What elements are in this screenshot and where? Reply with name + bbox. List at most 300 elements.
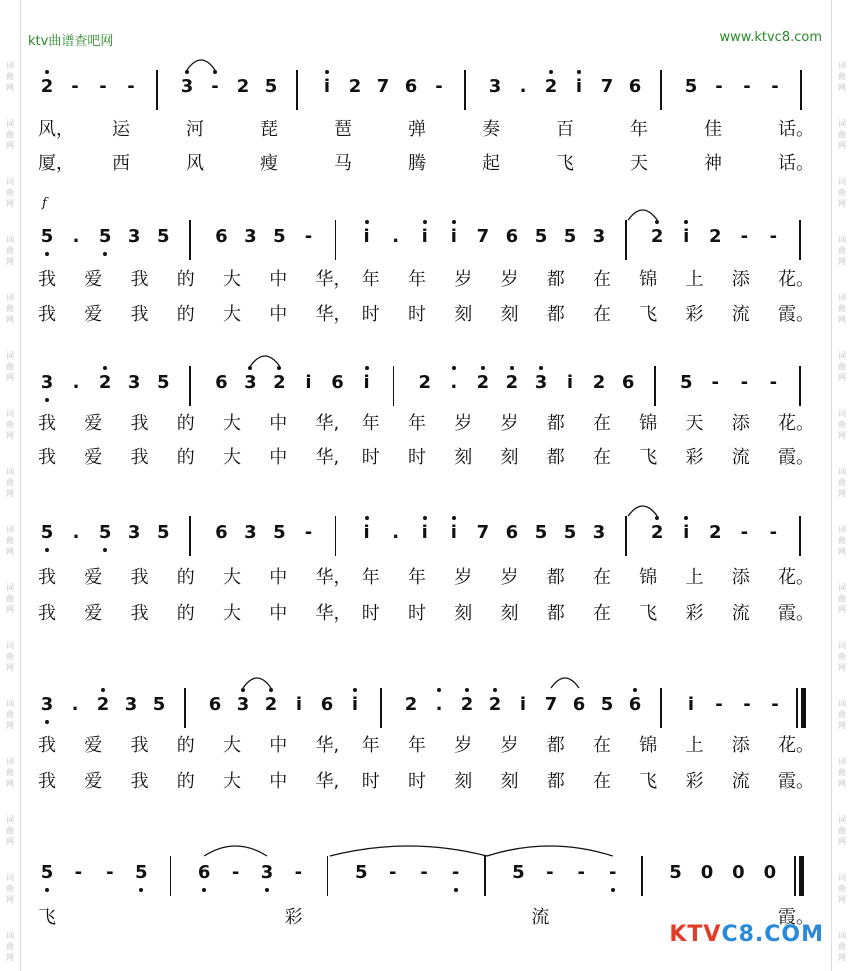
note: i <box>575 76 583 97</box>
lyric-char: 华, <box>315 413 340 434</box>
note: 6 <box>197 862 211 883</box>
watermark-text: 词 曲 网 <box>6 235 14 266</box>
lyric-char: 飞 <box>639 447 658 468</box>
note: 6 <box>628 76 642 97</box>
watermark-text: 词 曲 网 <box>838 467 846 498</box>
note: 5 <box>135 862 148 883</box>
note: 5 <box>679 372 693 393</box>
watermark-text: 词 曲 网 <box>838 815 846 846</box>
note: . <box>72 226 80 247</box>
lyric-char: 中 <box>269 304 288 325</box>
lyric-char: 年 <box>630 119 648 140</box>
note: 5 <box>669 862 682 883</box>
note: 6 <box>621 372 635 393</box>
note: . <box>519 76 527 97</box>
slur-arc <box>250 356 279 366</box>
lyric-char: 岁 <box>500 567 519 588</box>
watermark-text: 词 曲 网 <box>6 351 14 382</box>
lyric-char: 大 <box>223 603 241 624</box>
lyric-char: 我 <box>38 269 56 290</box>
slur-arc <box>628 506 657 516</box>
note: 3 <box>127 522 141 543</box>
lyric-char: 年 <box>408 413 426 434</box>
note: 5 <box>684 76 698 97</box>
lyric-char: 的 <box>176 771 195 792</box>
lyric-char: 我 <box>130 567 149 588</box>
note: - <box>715 76 723 97</box>
lyric-char: 刻 <box>454 603 473 624</box>
note: i <box>519 694 527 715</box>
note: 6 <box>572 694 586 715</box>
note: - <box>294 862 303 883</box>
note: . <box>71 694 79 715</box>
lyric-char: 岁 <box>500 413 519 434</box>
lyric-char: 流 <box>731 447 750 468</box>
lyric-char: 霞。 <box>778 603 814 624</box>
octave-dot-below <box>45 888 49 892</box>
lyric-char: 爱 <box>84 603 103 624</box>
note: 7 <box>544 694 558 715</box>
lyric-char: 添 <box>731 269 750 290</box>
note: 6 <box>215 372 228 393</box>
lyric-char: 中 <box>269 735 288 756</box>
lyric-char: 时 <box>408 771 426 792</box>
lyric-char: 西 <box>112 153 130 174</box>
score-line <box>0 368 852 398</box>
lyric-char: 我 <box>38 304 56 325</box>
watermark-text: 词 曲 网 <box>6 61 14 92</box>
lyric-char: 华, <box>315 735 340 756</box>
note: 2 <box>98 372 112 393</box>
note: 2 <box>650 226 664 247</box>
note: 2 <box>404 694 418 715</box>
note: . <box>450 372 458 393</box>
note: i <box>450 226 457 247</box>
lyric-char: 华， <box>315 269 352 290</box>
lyric-char: 年 <box>361 413 380 434</box>
note: - <box>435 76 443 97</box>
note: 2 <box>273 372 286 393</box>
site-url-link[interactable]: www.ktvc8.com <box>719 30 822 45</box>
watermark-text: 词 曲 网 <box>6 119 14 150</box>
lyric-char: 时 <box>361 447 380 468</box>
score-line <box>0 518 852 548</box>
watermark-text: 词 曲 网 <box>6 583 14 614</box>
watermark-text: 词 曲 网 <box>6 293 14 324</box>
slur-layer <box>0 836 852 876</box>
note: 5 <box>534 522 548 543</box>
note: - <box>127 76 135 97</box>
lyric-char: 大 <box>223 269 241 290</box>
lyric-char: 添 <box>731 413 750 434</box>
lyric-char: 岁 <box>454 735 473 756</box>
note: . <box>392 226 400 247</box>
lyric-char: 神 <box>704 153 722 174</box>
lyric-char: 年 <box>361 567 380 588</box>
lyric-char: 风 <box>186 153 204 174</box>
lyric-char: 佳 <box>704 119 722 140</box>
octave-dot-below <box>45 252 49 256</box>
note: 3 <box>127 226 141 247</box>
note: 3 <box>488 76 502 97</box>
note: 5 <box>273 522 286 543</box>
note: 0 <box>763 862 777 883</box>
lyric-char: 时 <box>361 304 380 325</box>
note: 6 <box>215 522 228 543</box>
lyric-char: 中 <box>269 447 288 468</box>
note: 2 <box>476 372 490 393</box>
lyric-char: 话。 <box>778 119 814 140</box>
lyric-line <box>0 566 852 590</box>
note: 2 <box>460 694 474 715</box>
lyric-char: 都 <box>546 269 565 290</box>
note: 6 <box>404 76 418 97</box>
lyric-char: 河 <box>186 119 204 140</box>
lyric-char: 飞 <box>556 153 574 174</box>
lyric-char: 我 <box>38 567 56 588</box>
note: 5 <box>156 372 170 393</box>
slur-layer <box>0 346 852 386</box>
watermark-text: 词 曲 网 <box>6 525 14 556</box>
note: 0 <box>700 862 714 883</box>
lyric-char: 我 <box>130 413 149 434</box>
note: 6 <box>215 226 228 247</box>
note: 5 <box>512 862 525 883</box>
lyric-char: 彩 <box>685 771 704 792</box>
note: i <box>363 226 370 247</box>
lyric-char: 华, <box>315 447 340 468</box>
lyric-char: 天 <box>630 153 648 174</box>
lyric-char: 爱 <box>84 447 103 468</box>
lyric-char: 我 <box>130 269 149 290</box>
lyric-char: 岁 <box>454 413 473 434</box>
slur-arc <box>487 846 613 856</box>
octave-dot-below <box>45 720 49 724</box>
lyric-char: 添 <box>731 567 750 588</box>
lyric-char: 刻 <box>454 771 473 792</box>
lyric-char: 运 <box>112 119 130 140</box>
octave-dot-below <box>45 398 49 402</box>
lyric-char: 上 <box>685 567 704 588</box>
lyric-line <box>0 734 852 758</box>
note: 5 <box>40 226 54 247</box>
watermark-text: 词 曲 网 <box>6 815 14 846</box>
lyric-char: 上 <box>685 269 704 290</box>
note: - <box>577 862 586 883</box>
lyric-char: 琵 <box>260 119 278 140</box>
lyric-char: 都 <box>546 735 565 756</box>
lyric-char: 流 <box>731 304 750 325</box>
watermark-text: 词 曲 网 <box>838 757 846 788</box>
note: 6 <box>628 694 642 715</box>
lyric-char: 在 <box>593 413 611 434</box>
note: i <box>421 226 428 247</box>
note: i <box>687 694 695 715</box>
lyric-char: 时 <box>361 603 380 624</box>
score-line <box>0 72 852 102</box>
lyric-char: 我 <box>38 447 56 468</box>
lyric-char: 霞。 <box>778 771 814 792</box>
lyric-char: 飞 <box>38 907 56 928</box>
note: 3 <box>180 76 194 97</box>
note: - <box>388 862 397 883</box>
note: . <box>435 694 443 715</box>
note: 5 <box>264 76 278 97</box>
lyric-char: 我 <box>38 603 56 624</box>
watermark-text: 词 曲 网 <box>6 641 14 672</box>
score-line <box>0 690 852 720</box>
lyric-char: 在 <box>593 304 611 325</box>
lyric-char: 爱 <box>84 771 103 792</box>
note: 3 <box>124 694 138 715</box>
octave-dot-below <box>265 888 269 892</box>
watermark-text: 词 曲 网 <box>6 177 14 208</box>
note: 5 <box>156 522 170 543</box>
lyric-line <box>0 602 852 626</box>
note: - <box>740 372 749 393</box>
note: 2 <box>418 372 431 393</box>
lyric-char: 天 <box>685 413 704 434</box>
lyric-char: 的 <box>176 735 195 756</box>
note: i <box>323 76 331 97</box>
note: - <box>740 226 749 247</box>
note: 3 <box>127 372 141 393</box>
note: i <box>683 522 690 543</box>
lyric-char: 锦 <box>639 735 658 756</box>
lyric-char: 瘦 <box>260 153 278 174</box>
watermark-text: 词 曲 网 <box>838 293 846 324</box>
slur-layer <box>0 50 852 90</box>
note: - <box>711 372 720 393</box>
watermark-text: 词 曲 网 <box>6 873 14 904</box>
lyric-char: 大 <box>223 447 241 468</box>
note: 6 <box>331 372 344 393</box>
note: 2 <box>40 76 54 97</box>
lyric-char: 大 <box>223 771 241 792</box>
lyric-char: 彩 <box>685 304 704 325</box>
lyric-char: 我 <box>130 735 149 756</box>
note: 2 <box>264 694 278 715</box>
note: i <box>295 694 303 715</box>
note: . <box>392 522 400 543</box>
note: - <box>771 694 779 715</box>
slur-arc <box>551 678 579 688</box>
lyric-line <box>0 118 852 142</box>
note: 6 <box>208 694 222 715</box>
lyric-char: 话。 <box>778 153 814 174</box>
note: 2 <box>592 372 606 393</box>
lyric-char: 年 <box>408 735 426 756</box>
note: 3 <box>260 862 274 883</box>
lyric-char: 飞 <box>639 771 658 792</box>
lyric-line <box>0 770 852 794</box>
note: i <box>566 372 574 393</box>
note: - <box>769 372 778 393</box>
lyric-char: 霞。 <box>778 447 814 468</box>
note: 2 <box>96 694 110 715</box>
note: . <box>72 372 80 393</box>
lyric-char: 流 <box>731 603 750 624</box>
note: 2 <box>544 76 558 97</box>
watermark-text: 词 曲 网 <box>6 467 14 498</box>
note: 7 <box>476 522 490 543</box>
watermark-text: 词 曲 网 <box>838 177 846 208</box>
lyric-char: 我 <box>130 603 149 624</box>
lyric-char: 刻 <box>500 771 519 792</box>
lyric-char: 都 <box>546 567 565 588</box>
note: - <box>771 76 779 97</box>
lyric-char: 大 <box>223 304 241 325</box>
lyric-char: 华， <box>315 603 352 624</box>
note: i <box>683 226 690 247</box>
lyric-char: 都 <box>546 603 565 624</box>
lyric-char: 刻 <box>454 304 473 325</box>
lyric-char: 年 <box>361 735 380 756</box>
watermark-text: 词 曲 网 <box>6 699 14 730</box>
lyric-char: 中 <box>269 771 288 792</box>
octave-dot-below <box>139 888 143 892</box>
note: - <box>106 862 114 883</box>
note: 3 <box>236 694 250 715</box>
octave-dot-below <box>45 548 49 552</box>
lyric-char: 刻 <box>500 304 519 325</box>
lyric-char: 我 <box>130 304 149 325</box>
lyric-char: 风， <box>38 119 74 140</box>
lyric-char: 都 <box>546 304 565 325</box>
slur-layer <box>0 668 852 708</box>
note: - <box>743 694 751 715</box>
lyric-char: 添 <box>731 735 750 756</box>
site-name-label[interactable]: ktv曲谱查吧网 <box>28 34 114 49</box>
lyric-char: 我 <box>130 771 149 792</box>
lyric-char: 锦 <box>639 567 658 588</box>
watermark-text: 词 曲 网 <box>6 757 14 788</box>
lyric-char: 彩 <box>284 907 303 928</box>
octave-dot-below <box>103 252 107 256</box>
dynamic-marking: f <box>42 196 47 211</box>
note: 5 <box>563 226 577 247</box>
lyric-char: 飞 <box>639 304 658 325</box>
lyric-char: 在 <box>593 567 611 588</box>
lyric-char: 腾 <box>408 153 426 174</box>
lyric-char: 百 <box>556 119 574 140</box>
lyric-char: 我 <box>38 413 56 434</box>
lyric-char: 大 <box>223 735 241 756</box>
note: 7 <box>376 76 390 97</box>
watermark-text: 词 曲 网 <box>6 931 14 962</box>
note: 3 <box>244 372 257 393</box>
lyric-char: 飞 <box>639 603 658 624</box>
slur-arc <box>330 846 487 856</box>
lyric-char: 上 <box>685 735 704 756</box>
lyric-char: 霞。 <box>778 304 814 325</box>
note: 5 <box>534 226 548 247</box>
lyric-char: 流 <box>531 907 550 928</box>
lyric-char: 在 <box>593 603 611 624</box>
score-line <box>0 222 852 252</box>
note: - <box>304 226 313 247</box>
logo-part-b: C8.COM <box>721 922 824 947</box>
octave-dot-below <box>202 888 206 892</box>
lyric-char: 起 <box>482 153 500 174</box>
note: - <box>420 862 428 883</box>
note: 7 <box>476 226 490 247</box>
note: 5 <box>355 862 368 883</box>
note: 2 <box>488 694 502 715</box>
note: 3 <box>592 522 606 543</box>
note: - <box>304 522 313 543</box>
note: 2 <box>709 226 722 247</box>
lyric-char: 在 <box>593 269 611 290</box>
note: - <box>71 76 79 97</box>
lyric-char: 弹 <box>408 119 426 140</box>
watermark-text: 词 曲 网 <box>838 235 846 266</box>
note: i <box>363 372 370 393</box>
note: 3 <box>534 372 548 393</box>
note: 5 <box>156 226 170 247</box>
lyric-char: 厦， <box>38 153 74 174</box>
lyric-char: 琶 <box>334 119 352 140</box>
lyric-char: 霞。 <box>778 907 814 928</box>
lyric-char: 刻 <box>500 603 519 624</box>
note: 6 <box>320 694 334 715</box>
lyric-char: 花。 <box>778 269 814 290</box>
note: i <box>351 694 359 715</box>
lyric-char: 华， <box>315 567 352 588</box>
note: - <box>740 522 749 543</box>
lyric-char: 爱 <box>84 567 103 588</box>
lyric-char: 奏 <box>482 119 500 140</box>
lyric-char: 年 <box>361 269 380 290</box>
lyric-char: 都 <box>546 413 565 434</box>
note: 2 <box>236 76 250 97</box>
slur-layer <box>0 200 852 240</box>
lyric-line <box>0 303 852 327</box>
lyric-char: 年 <box>408 567 426 588</box>
lyric-char: 的 <box>176 567 195 588</box>
lyric-char: 岁 <box>500 735 519 756</box>
right-watermark-strip <box>831 0 852 971</box>
slur-arc <box>628 210 657 220</box>
lyric-char: 锦 <box>639 413 658 434</box>
lyric-char: 华, <box>315 771 340 792</box>
note: i <box>363 522 370 543</box>
lyric-char: 岁 <box>500 269 519 290</box>
lyric-char: 大 <box>223 567 241 588</box>
lyric-char: 爱 <box>84 413 103 434</box>
left-watermark-strip <box>0 0 21 971</box>
note: 5 <box>98 522 112 543</box>
lyric-char: 都 <box>546 771 565 792</box>
note: i <box>450 522 457 543</box>
lyric-char: 刻 <box>500 447 519 468</box>
lyric-char: 花。 <box>778 735 814 756</box>
slur-arc <box>243 678 271 688</box>
lyric-char: 的 <box>176 413 195 434</box>
note: - <box>769 522 778 543</box>
note: i <box>305 372 312 393</box>
note: 6 <box>505 522 519 543</box>
score-line <box>0 858 852 888</box>
lyric-char: 锦 <box>639 269 658 290</box>
note: - <box>211 76 219 97</box>
lyric-char: 年 <box>408 269 426 290</box>
slur-layer <box>0 496 852 536</box>
lyric-char: 岁 <box>454 269 473 290</box>
note: 5 <box>40 862 54 883</box>
lyric-char: 的 <box>176 447 195 468</box>
lyric-char: 爱 <box>84 735 103 756</box>
